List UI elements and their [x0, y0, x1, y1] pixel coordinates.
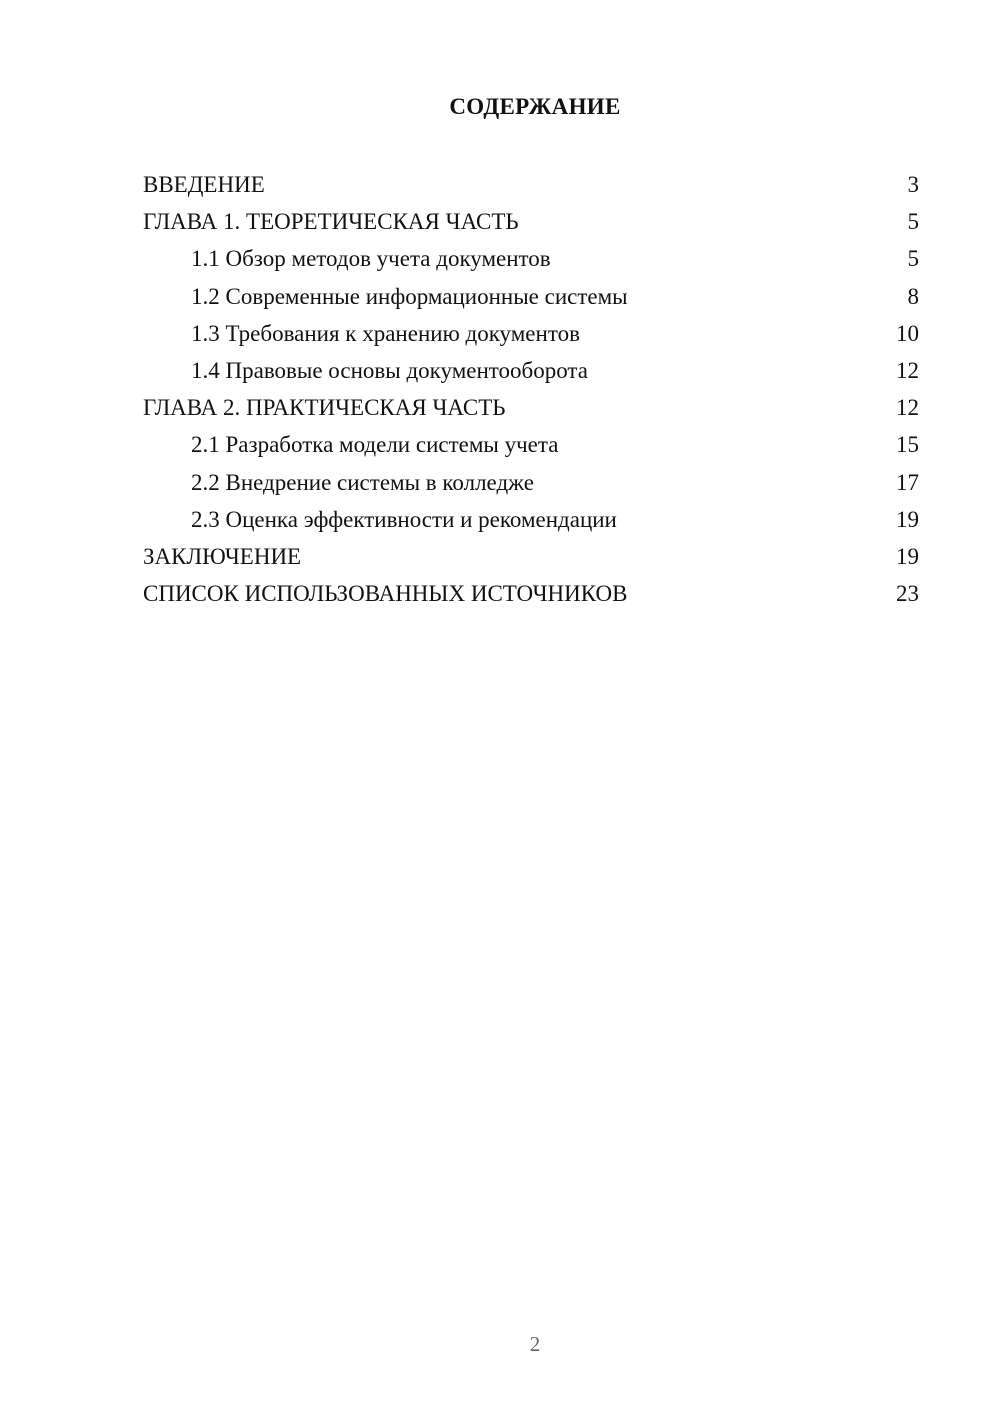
toc-entry-page: 19 [896, 506, 919, 532]
toc-entry-page: 19 [896, 543, 919, 569]
toc-entry-section-1-4 [143, 352, 919, 389]
toc-entry-label: 1.1 Обзор методов учета документов [191, 246, 551, 272]
toc-entry-label: ГЛАВА 1. ТЕОРЕТИЧЕСКАЯ ЧАСТЬ [143, 209, 519, 235]
toc-entry-introduction [143, 166, 919, 203]
toc-entry-section-1-1 [143, 240, 919, 277]
toc-entry-section-2-3 [143, 501, 919, 538]
toc-entry-section-2-2 [143, 464, 919, 501]
toc-entry-label: 1.3 Требования к хранению документов [191, 320, 580, 346]
toc-entry-label: 2.2 Внедрение системы в колледже [191, 469, 534, 495]
table-of-contents [143, 166, 919, 612]
toc-entry-page: 10 [896, 320, 919, 346]
toc-entry-label: 1.4 Правовые основы документооборота [191, 357, 588, 383]
toc-entry-page: 15 [896, 432, 919, 458]
toc-entry-label: 1.2 Современные информационные системы [191, 283, 628, 309]
toc-entry-chapter-2 [143, 389, 919, 426]
toc-entry-references [143, 575, 919, 612]
toc-entry-page: 23 [896, 581, 919, 607]
toc-entry-section-1-2 [143, 278, 919, 315]
toc-entry-label: ВВЕДЕНИЕ [143, 172, 265, 197]
toc-entry-page: 12 [896, 357, 919, 383]
page-number: 2 [529, 1332, 541, 1356]
toc-entry-chapter-1 [143, 203, 919, 240]
toc-entry-section-2-1 [143, 426, 919, 463]
toc-title: СОДЕРЖАНИЕ [449, 94, 621, 119]
toc-entry-page: 5 [907, 209, 919, 235]
toc-entry-conclusion [143, 538, 919, 575]
toc-entry-page: 12 [896, 395, 919, 421]
toc-entry-label: 2.3 Оценка эффективности и рекомендации [191, 506, 617, 532]
toc-entry-label: ЗАКЛЮЧЕНИЕ [143, 543, 302, 569]
toc-entry-page: 8 [907, 283, 919, 309]
toc-entry-page: 3 [907, 172, 919, 197]
toc-entry-page: 17 [896, 469, 919, 495]
toc-entry-label: 2.1 Разработка модели системы учета [191, 432, 559, 458]
toc-entry-label: ГЛАВА 2. ПРАКТИЧЕСКАЯ ЧАСТЬ [143, 395, 506, 421]
toc-entry-section-1-3 [143, 315, 919, 352]
toc-entry-label: СПИСОК ИСПОЛЬЗОВАННЫХ ИСТОЧНИКОВ [143, 581, 628, 607]
toc-entry-page: 5 [907, 246, 919, 272]
